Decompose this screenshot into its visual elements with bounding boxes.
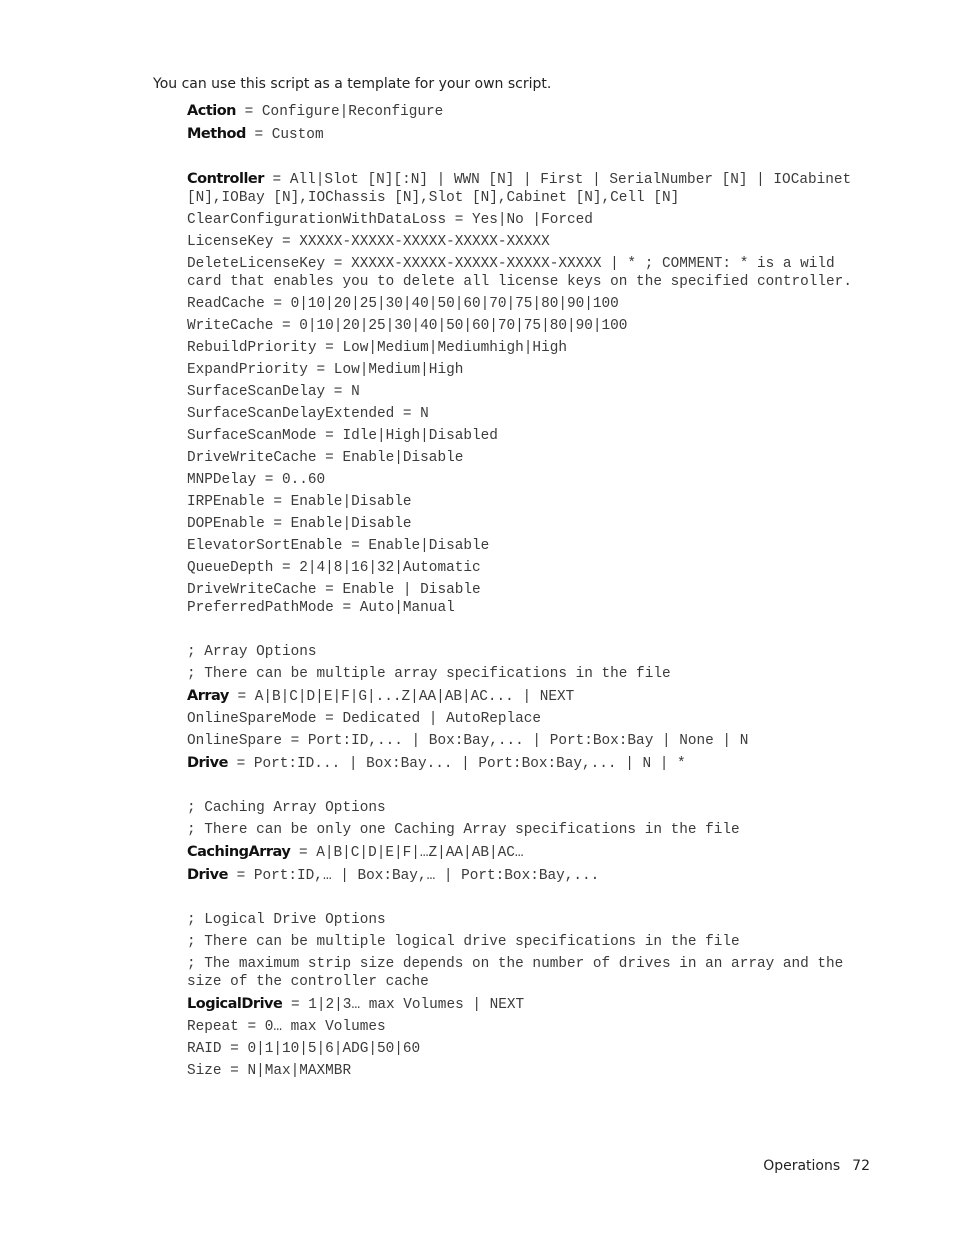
code-line: ExpandPriority = Low|Medium|High	[187, 362, 464, 378]
code-line: DriveWriteCache = Enable | Disable	[187, 582, 481, 598]
code-line: PreferredPathMode = Auto|Manual	[187, 600, 455, 616]
drive-value: = Port:ID... | Box:Bay... | Port:Box:Bay,... | N | *	[227, 756, 686, 772]
footer-section-title: Operations	[763, 1158, 841, 1174]
method-value: = Custom	[245, 127, 324, 143]
caching-array-value: = A|B|C|D|E|F|…Z|AA|AB|AC…	[290, 845, 524, 861]
page-number: 72	[852, 1158, 870, 1174]
drive-line	[187, 754, 877, 773]
code-line: QueueDepth = 2|4|8|16|32|Automatic	[187, 560, 481, 576]
code-line: DOPEnable = Enable|Disable	[187, 516, 412, 532]
code-line: RAID = 0|1|10|5|6|ADG|50|60	[187, 1041, 421, 1057]
intro-text: You can use this script as a template for your own script.	[153, 76, 552, 92]
drive-keyword: Drive	[187, 755, 228, 771]
code-line: SurfaceScanDelay = N	[187, 384, 360, 400]
drive-value: = Port:ID,… | Box:Bay,… | Port:Box:Bay,...	[227, 868, 600, 884]
comment-line: ; The maximum strip size depends on the number of drives in an array and the size of the controller cache	[187, 956, 852, 990]
logical-drive-value: = 1|2|3… max Volumes | NEXT	[282, 997, 525, 1013]
code-line: OnlineSpare = Port:ID,... | Box:Bay,... | Port:Box:Bay | None | N	[187, 733, 749, 749]
comment-line: ; There can be only one Caching Array specifications in the file	[187, 822, 740, 838]
code-line: SurfaceScanMode = Idle|High|Disabled	[187, 428, 498, 444]
page-footer	[763, 1158, 870, 1174]
script-template	[187, 102, 877, 1080]
code-line: MNPDelay = 0..60	[187, 472, 326, 488]
code-line: DriveWriteCache = Enable|Disable	[187, 450, 464, 466]
method-line	[187, 125, 877, 144]
code-line: Size = N|Max|MAXMBR	[187, 1063, 352, 1079]
comment-line: ; Caching Array Options	[187, 800, 386, 816]
controller-keyword: Controller	[187, 171, 264, 187]
drive-keyword: Drive	[187, 867, 228, 883]
code-line: ReadCache = 0|10|20|25|30|40|50|60|70|75|80|90|100	[187, 296, 619, 312]
code-line: IRPEnable = Enable|Disable	[187, 494, 412, 510]
caching-array-keyword: CachingArray	[187, 844, 291, 860]
comment-line: ; Array Options	[187, 644, 317, 660]
code-line: SurfaceScanDelayExtended = N	[187, 406, 429, 422]
array-keyword: Array	[187, 688, 229, 704]
code-line: Repeat = 0… max Volumes	[187, 1019, 386, 1035]
controller-value: = All|Slot [N][:N] | WWN [N] | First | SerialNumber [N] | IOCabinet [N],IOBay [N],IOChassis [N],Slot [N],Cabinet [N],Cell [N]	[187, 172, 860, 206]
comment-line: ; There can be multiple array specifications in the file	[187, 666, 671, 682]
drive-line	[187, 866, 877, 885]
action-keyword: Action	[187, 103, 237, 119]
code-line: OnlineSpareMode = Dedicated | AutoReplace	[187, 711, 542, 727]
array-value: = A|B|C|D|E|F|G|...Z|AA|AB|AC... | NEXT	[228, 689, 575, 705]
comment-line: ; Logical Drive Options	[187, 912, 386, 928]
logical-drive-keyword: LogicalDrive	[187, 996, 283, 1012]
comment-line: ; There can be multiple logical drive specifications in the file	[187, 934, 740, 950]
code-line: DeleteLicenseKey = XXXXX-XXXXX-XXXXX-XXXXX-XXXXX | * ; COMMENT: * is a wild card that enables you to delete all license keys on the specified controller.	[187, 256, 852, 290]
action-value: = Configure|Reconfigure	[236, 104, 444, 120]
code-line: ElevatorSortEnable = Enable|Disable	[187, 538, 490, 554]
controller-line	[187, 170, 877, 207]
caching-array-line	[187, 843, 877, 862]
method-keyword: Method	[187, 126, 246, 142]
code-line: RebuildPriority = Low|Medium|Mediumhigh|High	[187, 340, 567, 356]
array-line	[187, 687, 877, 706]
code-line: LicenseKey = XXXXX-XXXXX-XXXXX-XXXXX-XXXXX	[187, 234, 550, 250]
action-line	[187, 102, 877, 121]
logical-drive-line	[187, 995, 877, 1014]
code-line: WriteCache = 0|10|20|25|30|40|50|60|70|75|80|90|100	[187, 318, 628, 334]
code-line: ClearConfigurationWithDataLoss = Yes|No |Forced	[187, 212, 593, 228]
